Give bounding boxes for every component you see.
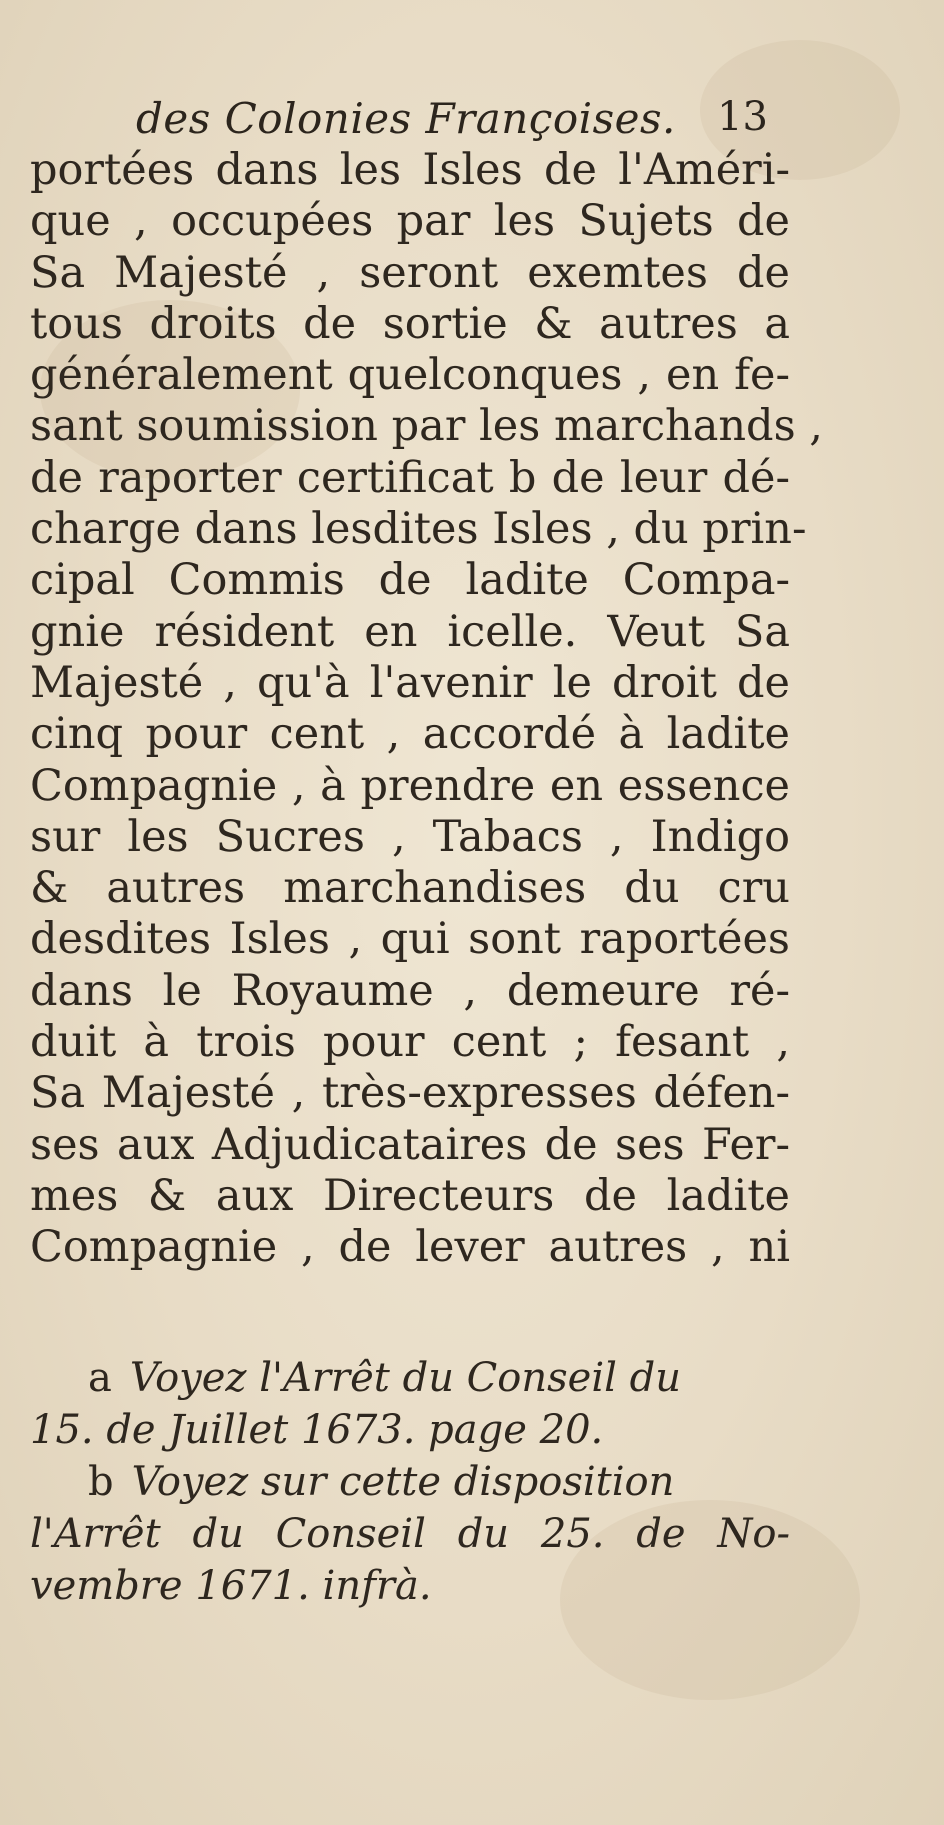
text-line: Sa Majesté , très-expresses défen- — [30, 1068, 790, 1119]
text-line: de raporter certificat b de leur dé- — [30, 452, 790, 503]
footnote-text: Voyez sur cette disposition — [131, 1459, 675, 1505]
text-line: tous droits de sortie & autres a — [30, 298, 790, 349]
page-number: 13 — [717, 94, 768, 140]
text-line: duit à trois pour cent ; fesant , — [30, 1017, 790, 1068]
text-line: desdites Isles , qui sont raportées — [30, 914, 790, 965]
text-line: Compagnie , de lever autres , ni — [30, 1222, 790, 1273]
footnote-b — [30, 1456, 790, 1508]
footnote-text: Voyez l'Arrêt du Conseil du — [129, 1355, 681, 1401]
text-line: ses aux Adjudicataires de ses Fer- — [30, 1119, 790, 1170]
text-line: cinq pour cent , accordé à ladite — [30, 709, 790, 760]
text-line: cipal Commis de ladite Compa- — [30, 555, 790, 606]
text-line: Compagnie , à prendre en essence — [30, 760, 790, 811]
text-line: Sa Majesté , seront exemtes de — [30, 247, 790, 298]
footnote-a-continuation: 15. de Juillet 1673. page 20. — [30, 1407, 604, 1453]
text-line: Majesté , qu'à l'avenir le droit de — [30, 657, 790, 708]
footnote-b-continuation: vembre 1671. infrà. — [30, 1563, 432, 1609]
footnotes — [30, 1352, 790, 1612]
text-line: mes & aux Directeurs de ladite — [30, 1170, 790, 1221]
text-line: charge dans lesdites Isles , du prin- — [30, 504, 807, 555]
footnote-marker: a — [88, 1355, 112, 1401]
text-line: & autres marchandises du cru — [30, 863, 790, 914]
footnote-marker: b — [88, 1459, 114, 1505]
body-text — [30, 145, 823, 1274]
text-line: portées dans les Isles de l'Améri- — [30, 145, 790, 195]
footnote-a — [30, 1352, 790, 1404]
footnote-b-continuation: l'Arrêt du Conseil du 25. de No- — [30, 1511, 790, 1557]
text-line: sant soumission par les marchands , — [30, 401, 823, 452]
text-line: dans le Royaume , demeure ré- — [30, 965, 790, 1016]
text-line: sur les Sucres , Tabacs , Indigo — [30, 811, 790, 862]
text-line: généralement quelconques , en fe- — [30, 350, 790, 401]
running-title: des Colonies Françoises. — [136, 94, 676, 143]
text-line: que , occupées par les Sujets de — [30, 196, 790, 247]
text-line: gnie résident en icelle. Veut Sa — [30, 606, 790, 657]
